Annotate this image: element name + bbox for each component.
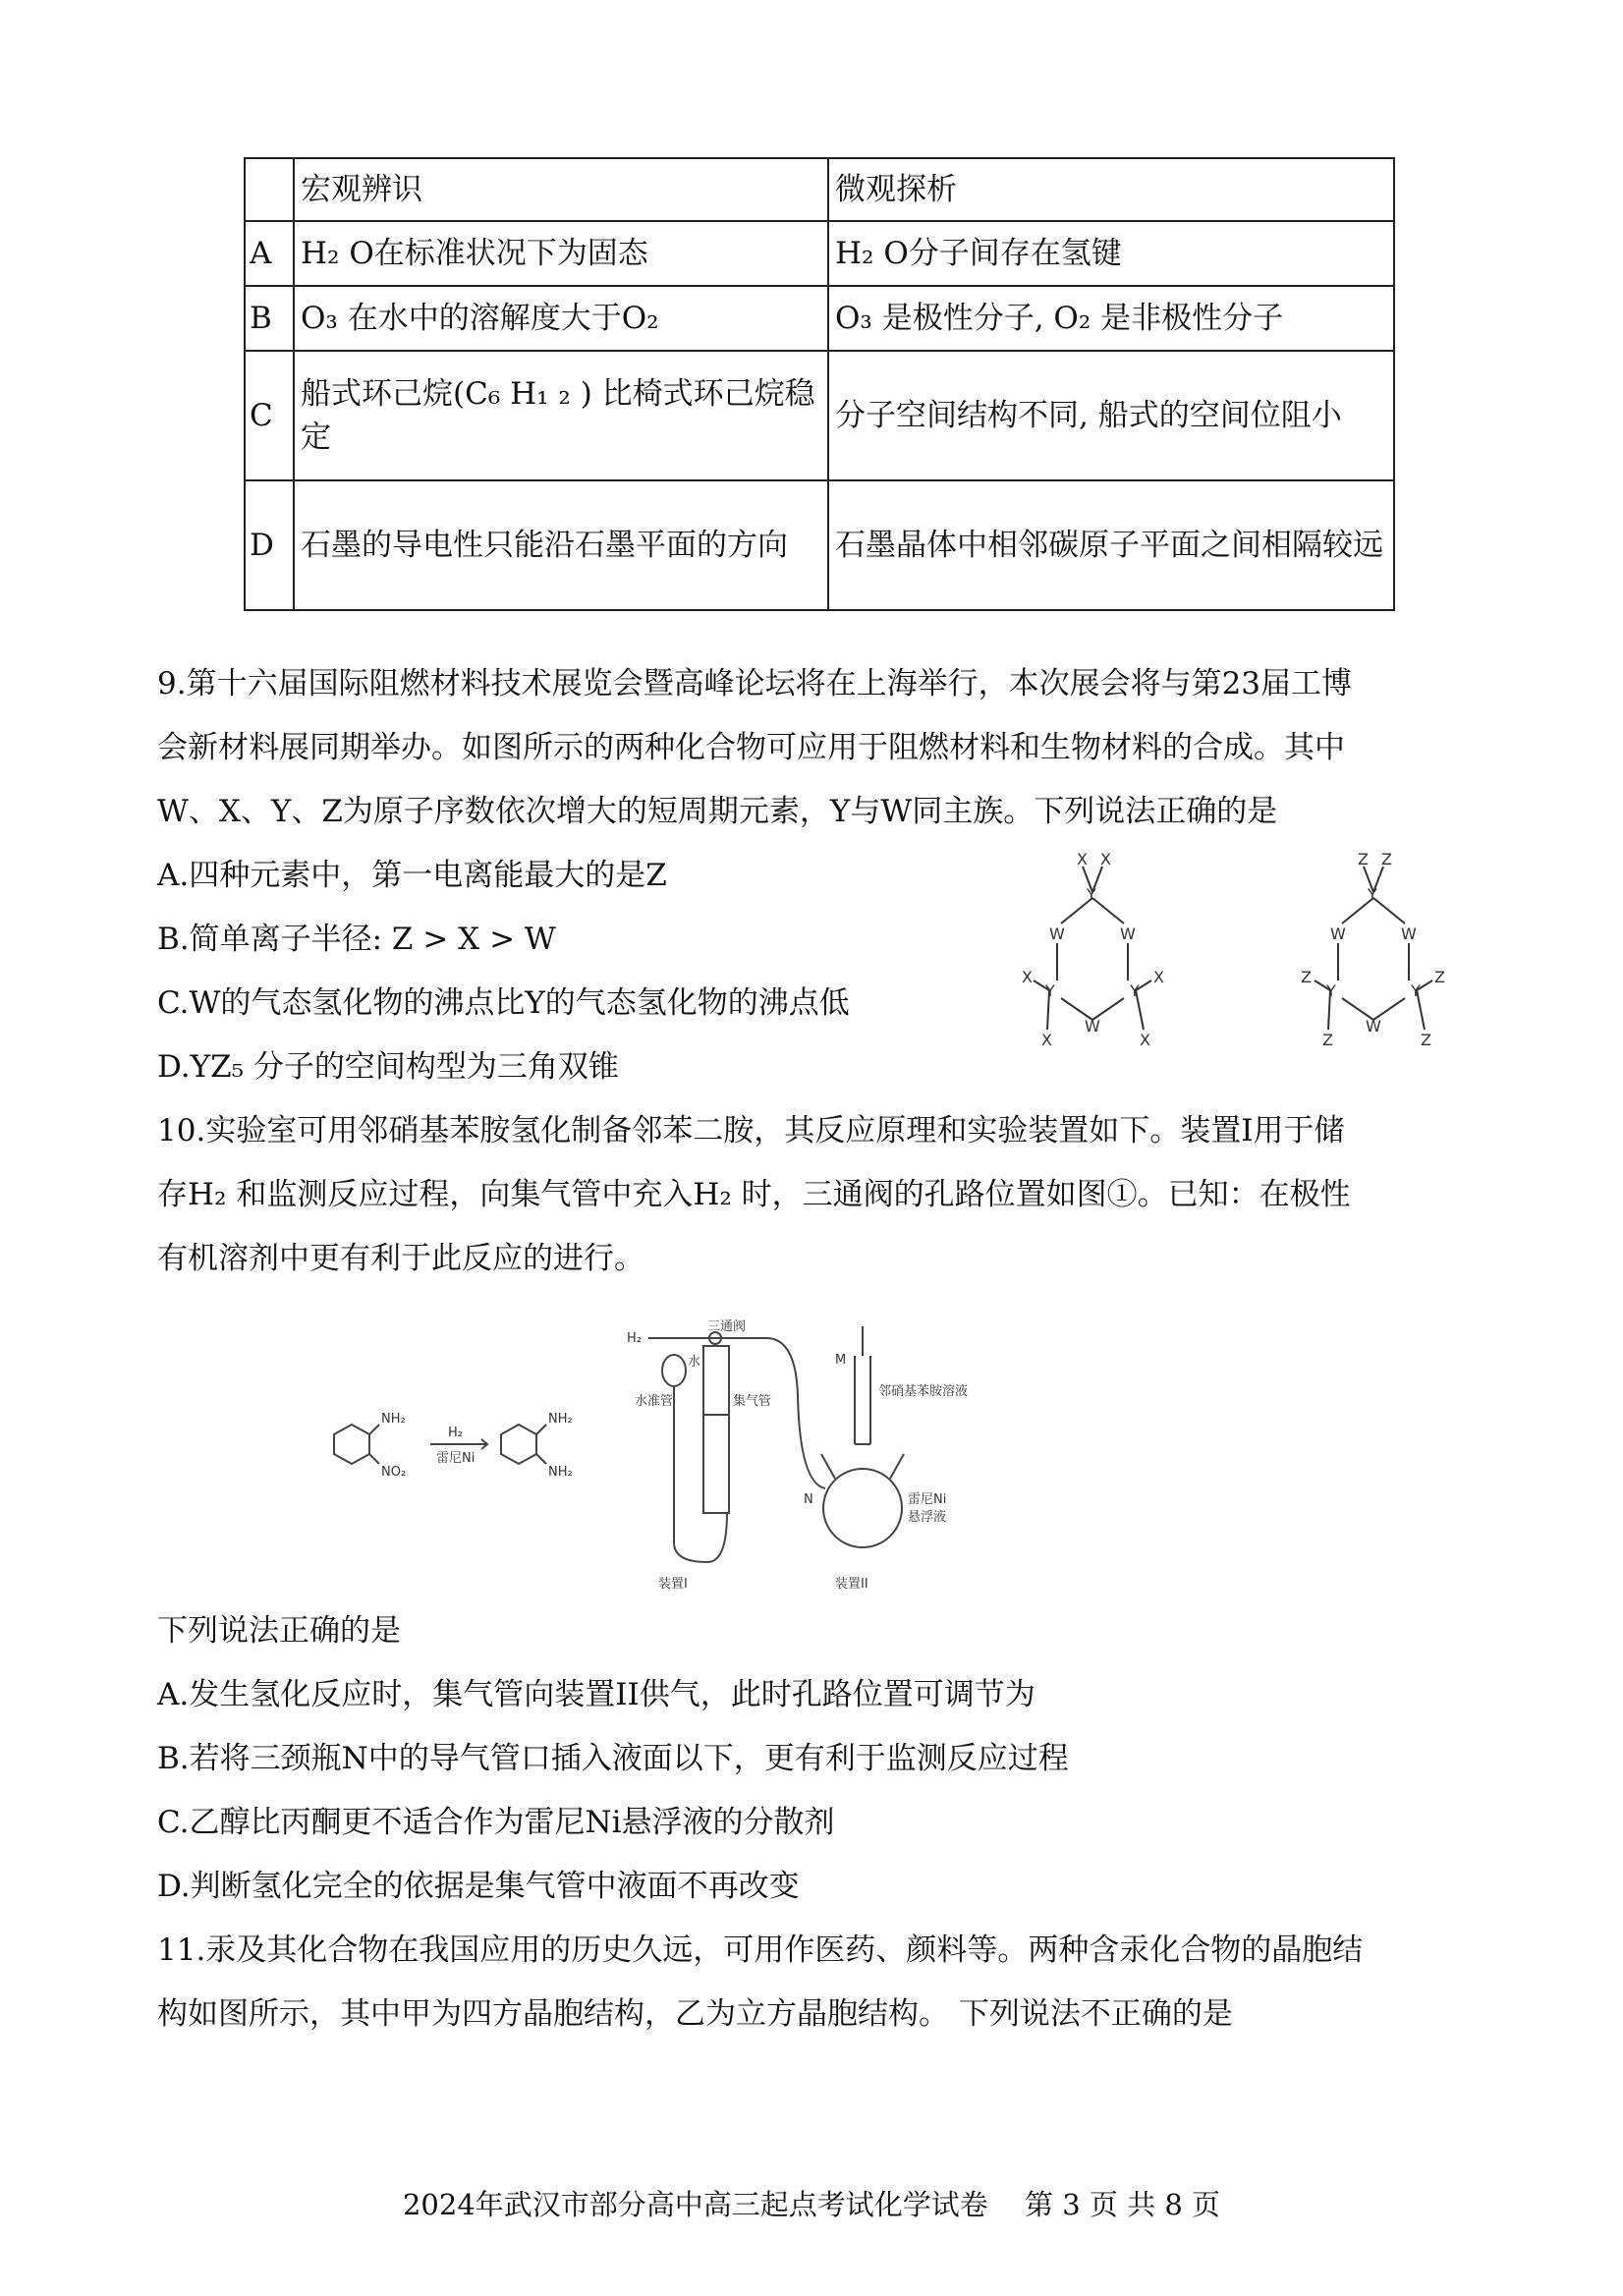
gas-tube [703,1346,729,1513]
page-number: 第 3 页 共 8 页 [1025,2188,1221,2221]
atom-label: W [1330,924,1346,943]
reagent-raney: 雷尼Ni [436,1451,476,1466]
atom-label: Z [1421,1031,1431,1049]
row-label: B [245,286,294,351]
atom-label: W [1120,924,1136,943]
q10-option-c: C.乙醇比丙酮更不适合作为雷尼Ni悬浮液的分散剂 [157,1805,835,1840]
atom-label: Z [1322,1031,1333,1049]
atom-label: Z [1434,968,1445,986]
q9-option-b: B.简单离子半径: Z > X > W [157,922,556,957]
table-header-cell: 微观探析 [828,158,1394,221]
row-label: A [245,221,294,286]
raney-label: 雷尼Ni [908,1492,947,1507]
table-row [245,351,1394,480]
h2-inlet-label: H₂ [627,1331,642,1346]
atom-label: Y [1411,981,1421,1000]
atom-label: Y [1130,981,1140,1000]
q10-stem-line: 10.实验室可用邻硝基苯胺氢化制备邻苯二胺，其反应原理和实验装置如下。装置I用于储 [157,1113,1345,1148]
q10-apparatus-figure [314,1316,982,1592]
atom-label: Y [1326,981,1336,1000]
micro-cell: 分子空间结构不同, 船式的空间位阻小 [828,351,1394,480]
table-row [245,221,1394,286]
q11-stem-line: 11.汞及其化合物在我国应用的历史久远，可用作医药、颜料等。两种含汞化合物的晶胞结 [157,1932,1364,1968]
table-row [245,480,1394,610]
macro-cell: H₂ O在标准状况下为固态 [294,221,828,286]
reagent-h2: H₂ [448,1426,463,1440]
q10-prompt: 下列说法正确的是 [157,1613,401,1649]
atom-label: Z [1358,853,1369,868]
q9-structure-figure [1022,853,1493,1049]
atom-label: Y [1045,981,1055,1000]
atom-label: X [1041,1031,1052,1049]
nh2-label: NH₂ [548,1412,573,1427]
water-level-bulb [662,1355,686,1386]
atom-label: W [1049,924,1065,943]
n-label: N [804,1492,813,1507]
table-row [245,286,1394,351]
atom-label: W [1401,924,1417,943]
nh2-label: NH₂ [548,1465,573,1480]
table-header-cell [245,158,294,221]
benzene-ring-reactant [334,1425,369,1464]
water-tube-label: 水准管 [635,1394,674,1409]
page-footer [0,2183,1623,2223]
atom-label: X [1022,968,1033,986]
solution-label: 邻硝基苯胺溶液 [878,1384,969,1399]
atom-label: X [1140,1031,1150,1049]
concept-table [244,157,1395,611]
atom-label: X [1100,853,1111,868]
m-label: M [835,1353,847,1368]
atom-label: X [1077,853,1088,868]
atom-label: Y [1368,885,1377,904]
atom-label: Z [1381,853,1392,868]
device2-label: 装置II [835,1577,868,1592]
atom-label: W [1366,1017,1381,1036]
three-neck-flask [823,1469,902,1547]
nh2-label: NH₂ [381,1412,406,1427]
gas-tube-label: 集气管 [733,1394,772,1409]
atom-label: W [1085,1017,1100,1036]
row-label: D [245,480,294,610]
valve-label: 三通阀 [707,1319,747,1334]
no2-label: NO₂ [381,1465,407,1480]
exam-title: 2024年武汉市部分高中高三起点考试化学试卷 [402,2188,988,2221]
atom-label: X [1153,968,1164,986]
atom-label: Z [1301,968,1312,986]
table-header-row [245,158,1394,221]
micro-cell: H₂ O分子间存在氢键 [828,221,1394,286]
q9-option-a: A.四种元素中，第一电离能最大的是Z [157,858,667,893]
q10-option-b: B.若将三颈瓶N中的导气管口插入液面以下，更有利于监测反应过程 [157,1741,1069,1776]
macro-cell: O₃ 在水中的溶解度大于O₂ [294,286,828,351]
device1-label: 装置I [658,1577,688,1592]
q10-stem-line: 有机溶剂中更有利于此反应的进行。 [157,1241,644,1276]
q10-option-d: D.判断氢化完全的依据是集气管中液面不再改变 [157,1869,800,1904]
row-label: C [245,351,294,480]
macro-cell: 船式环己烷(C₆ H₁ ₂ ) 比椅式环己烷稳定 [294,351,828,480]
benzene-ring-product [501,1425,536,1464]
q9-option-c: C.W的气态氢化物的沸点比Y的气态氢化物的沸点低 [157,985,850,1021]
q10-option-a: A.发生氢化反应时，集气管向装置II供气，此时孔路位置可调节为 [157,1677,1035,1712]
water-label: 水 [688,1355,701,1370]
q9-option-d: D.YZ₅ 分子的空间构型为三角双锥 [157,1049,619,1085]
q11-stem-line: 构如图所示，其中甲为四方晶胞结构，乙为立方晶胞结构。 下列说法不正确的是 [157,1996,1233,2032]
macro-cell: 石墨的导电性只能沿石墨平面的方向 [294,480,828,610]
q9-stem-line: 会新材料展同期举办。如图所示的两种化合物可应用于阻燃材料和生物材料的合成。其中 [157,730,1345,765]
q10-stem-line: 存H₂ 和监测反应过程，向集气管中充入H₂ 时，三通阀的孔路位置如图①。已知：在极性 [157,1177,1351,1212]
q9-stem-line: 9.第十六届国际阻燃材料技术展览会暨高峰论坛将在上海举行，本次展会将与第23届工博 [157,666,1353,701]
q9-stem-line: W、X、Y、Z为原子序数依次增大的短周期元素，Y与W同主族。下列说法正确的是 [157,794,1278,829]
atom-label: Y [1087,885,1096,904]
suspension-label: 悬浮液 [908,1510,947,1525]
micro-cell: O₃ 是极性分子, O₂ 是非极性分子 [828,286,1394,351]
table-header-cell: 宏观辨识 [294,158,828,221]
micro-cell: 石墨晶体中相邻碳原子平面之间相隔较远 [828,480,1394,610]
